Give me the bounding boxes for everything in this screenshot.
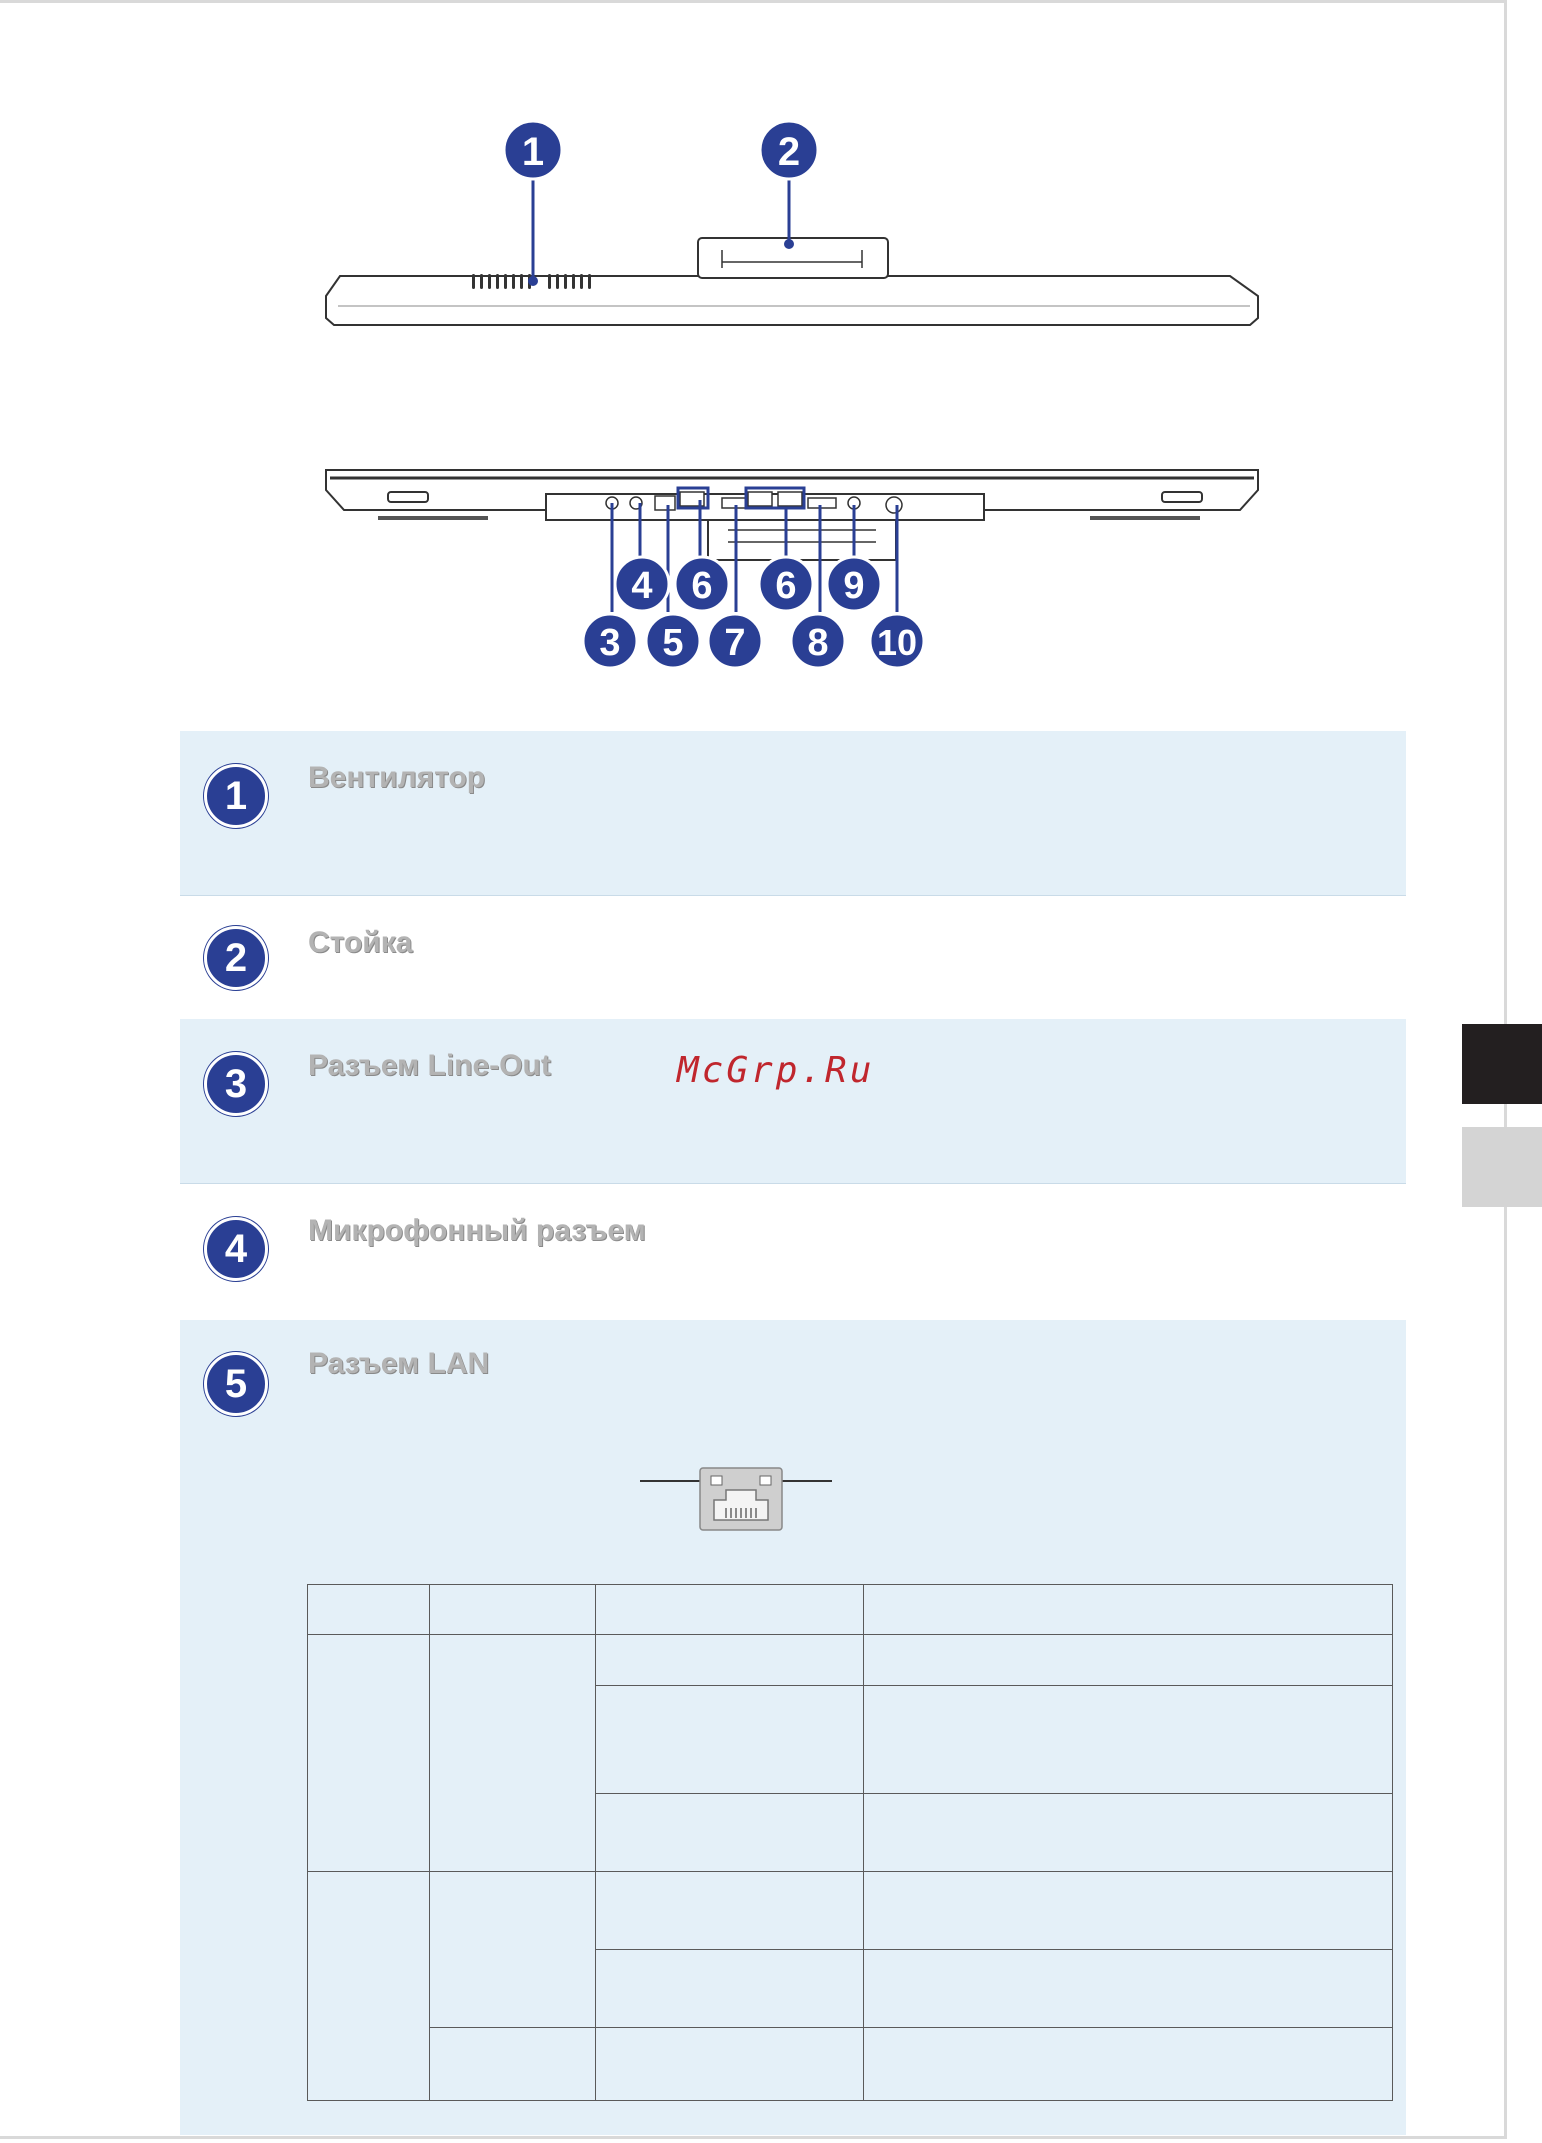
table-cell <box>308 1635 430 1872</box>
section-title: Вентилятор <box>308 761 486 794</box>
lan-port-illustration <box>636 1462 836 1534</box>
port-callout-6a <box>675 557 729 611</box>
table-cell <box>864 1585 1393 1635</box>
svg-text:7: 7 <box>724 622 746 664</box>
port-callout-6b <box>759 557 813 611</box>
rear-vent-left <box>378 516 488 520</box>
section-number: 2 <box>204 926 268 990</box>
table-cell <box>864 2028 1393 2101</box>
table-cell <box>308 1585 430 1635</box>
table-cell <box>864 1794 1393 1872</box>
chapter-tab-light <box>1462 1127 1542 1207</box>
svg-text:10: 10 <box>876 622 918 663</box>
table-cell <box>864 1635 1393 1686</box>
table-cell <box>595 1872 864 1950</box>
table-cell <box>429 1585 595 1635</box>
rear-vent-right <box>1090 516 1200 520</box>
svg-text:6: 6 <box>691 565 713 607</box>
table-cell <box>429 1872 595 2028</box>
table-row <box>308 2028 1393 2101</box>
table-cell <box>595 1950 864 2028</box>
section-title: Разъем LAN <box>308 1347 490 1380</box>
device-figure <box>0 0 1542 700</box>
table-cell <box>595 1635 864 1686</box>
table-cell <box>864 1686 1393 1794</box>
table-cell <box>595 1794 864 1872</box>
table-cell <box>864 1950 1393 2028</box>
table-cell <box>429 1635 595 1872</box>
section-title: Стойка <box>308 926 413 959</box>
port-callout-10 <box>870 614 924 668</box>
section-number: 4 <box>204 1217 268 1281</box>
section-number: 1 <box>204 764 268 828</box>
table-cell <box>864 1872 1393 1950</box>
section-number: 3 <box>204 1052 268 1116</box>
lan-led-right <box>760 1476 771 1485</box>
device-top-view <box>326 238 1258 325</box>
section-fan <box>180 731 1406 895</box>
port-callout-4 <box>615 557 669 611</box>
table-cell <box>595 1686 864 1794</box>
section-stand <box>180 895 1406 1020</box>
device-rear-view <box>326 470 1258 560</box>
table-cell <box>308 1872 430 2101</box>
watermark: McGrp.Ru <box>677 1050 875 1091</box>
port-callout-9 <box>827 557 881 611</box>
port-callout-7 <box>708 614 762 668</box>
svg-text:4: 4 <box>631 565 653 607</box>
section-mic <box>180 1183 1406 1321</box>
port-callout-5 <box>646 614 700 668</box>
table-cell <box>429 2028 595 2101</box>
table-row <box>308 1872 1393 1950</box>
section-line-out <box>180 1019 1406 1183</box>
section-title: Разъем Line-Out <box>308 1049 551 1082</box>
table-row <box>308 1635 1393 1686</box>
svg-text:5: 5 <box>662 622 684 664</box>
lan-led-left <box>711 1476 722 1485</box>
svg-text:8: 8 <box>807 622 829 664</box>
svg-text:3: 3 <box>599 622 621 664</box>
callout-fan <box>504 121 562 286</box>
callout-stand <box>760 121 818 249</box>
port-callout-8 <box>791 614 845 668</box>
chapter-tab-dark <box>1462 1024 1542 1104</box>
lan-status-table <box>307 1584 1393 2101</box>
svg-text:6: 6 <box>775 565 797 607</box>
table-cell <box>595 2028 864 2101</box>
section-title: Микрофонный разъем <box>308 1214 646 1247</box>
table-cell <box>595 1585 864 1635</box>
svg-text:9: 9 <box>843 565 865 607</box>
port-callout-3 <box>583 614 637 668</box>
table-header-row <box>308 1585 1393 1635</box>
callout-label: 2 <box>777 130 801 174</box>
callout-label: 1 <box>521 130 545 174</box>
section-number: 5 <box>204 1352 268 1416</box>
